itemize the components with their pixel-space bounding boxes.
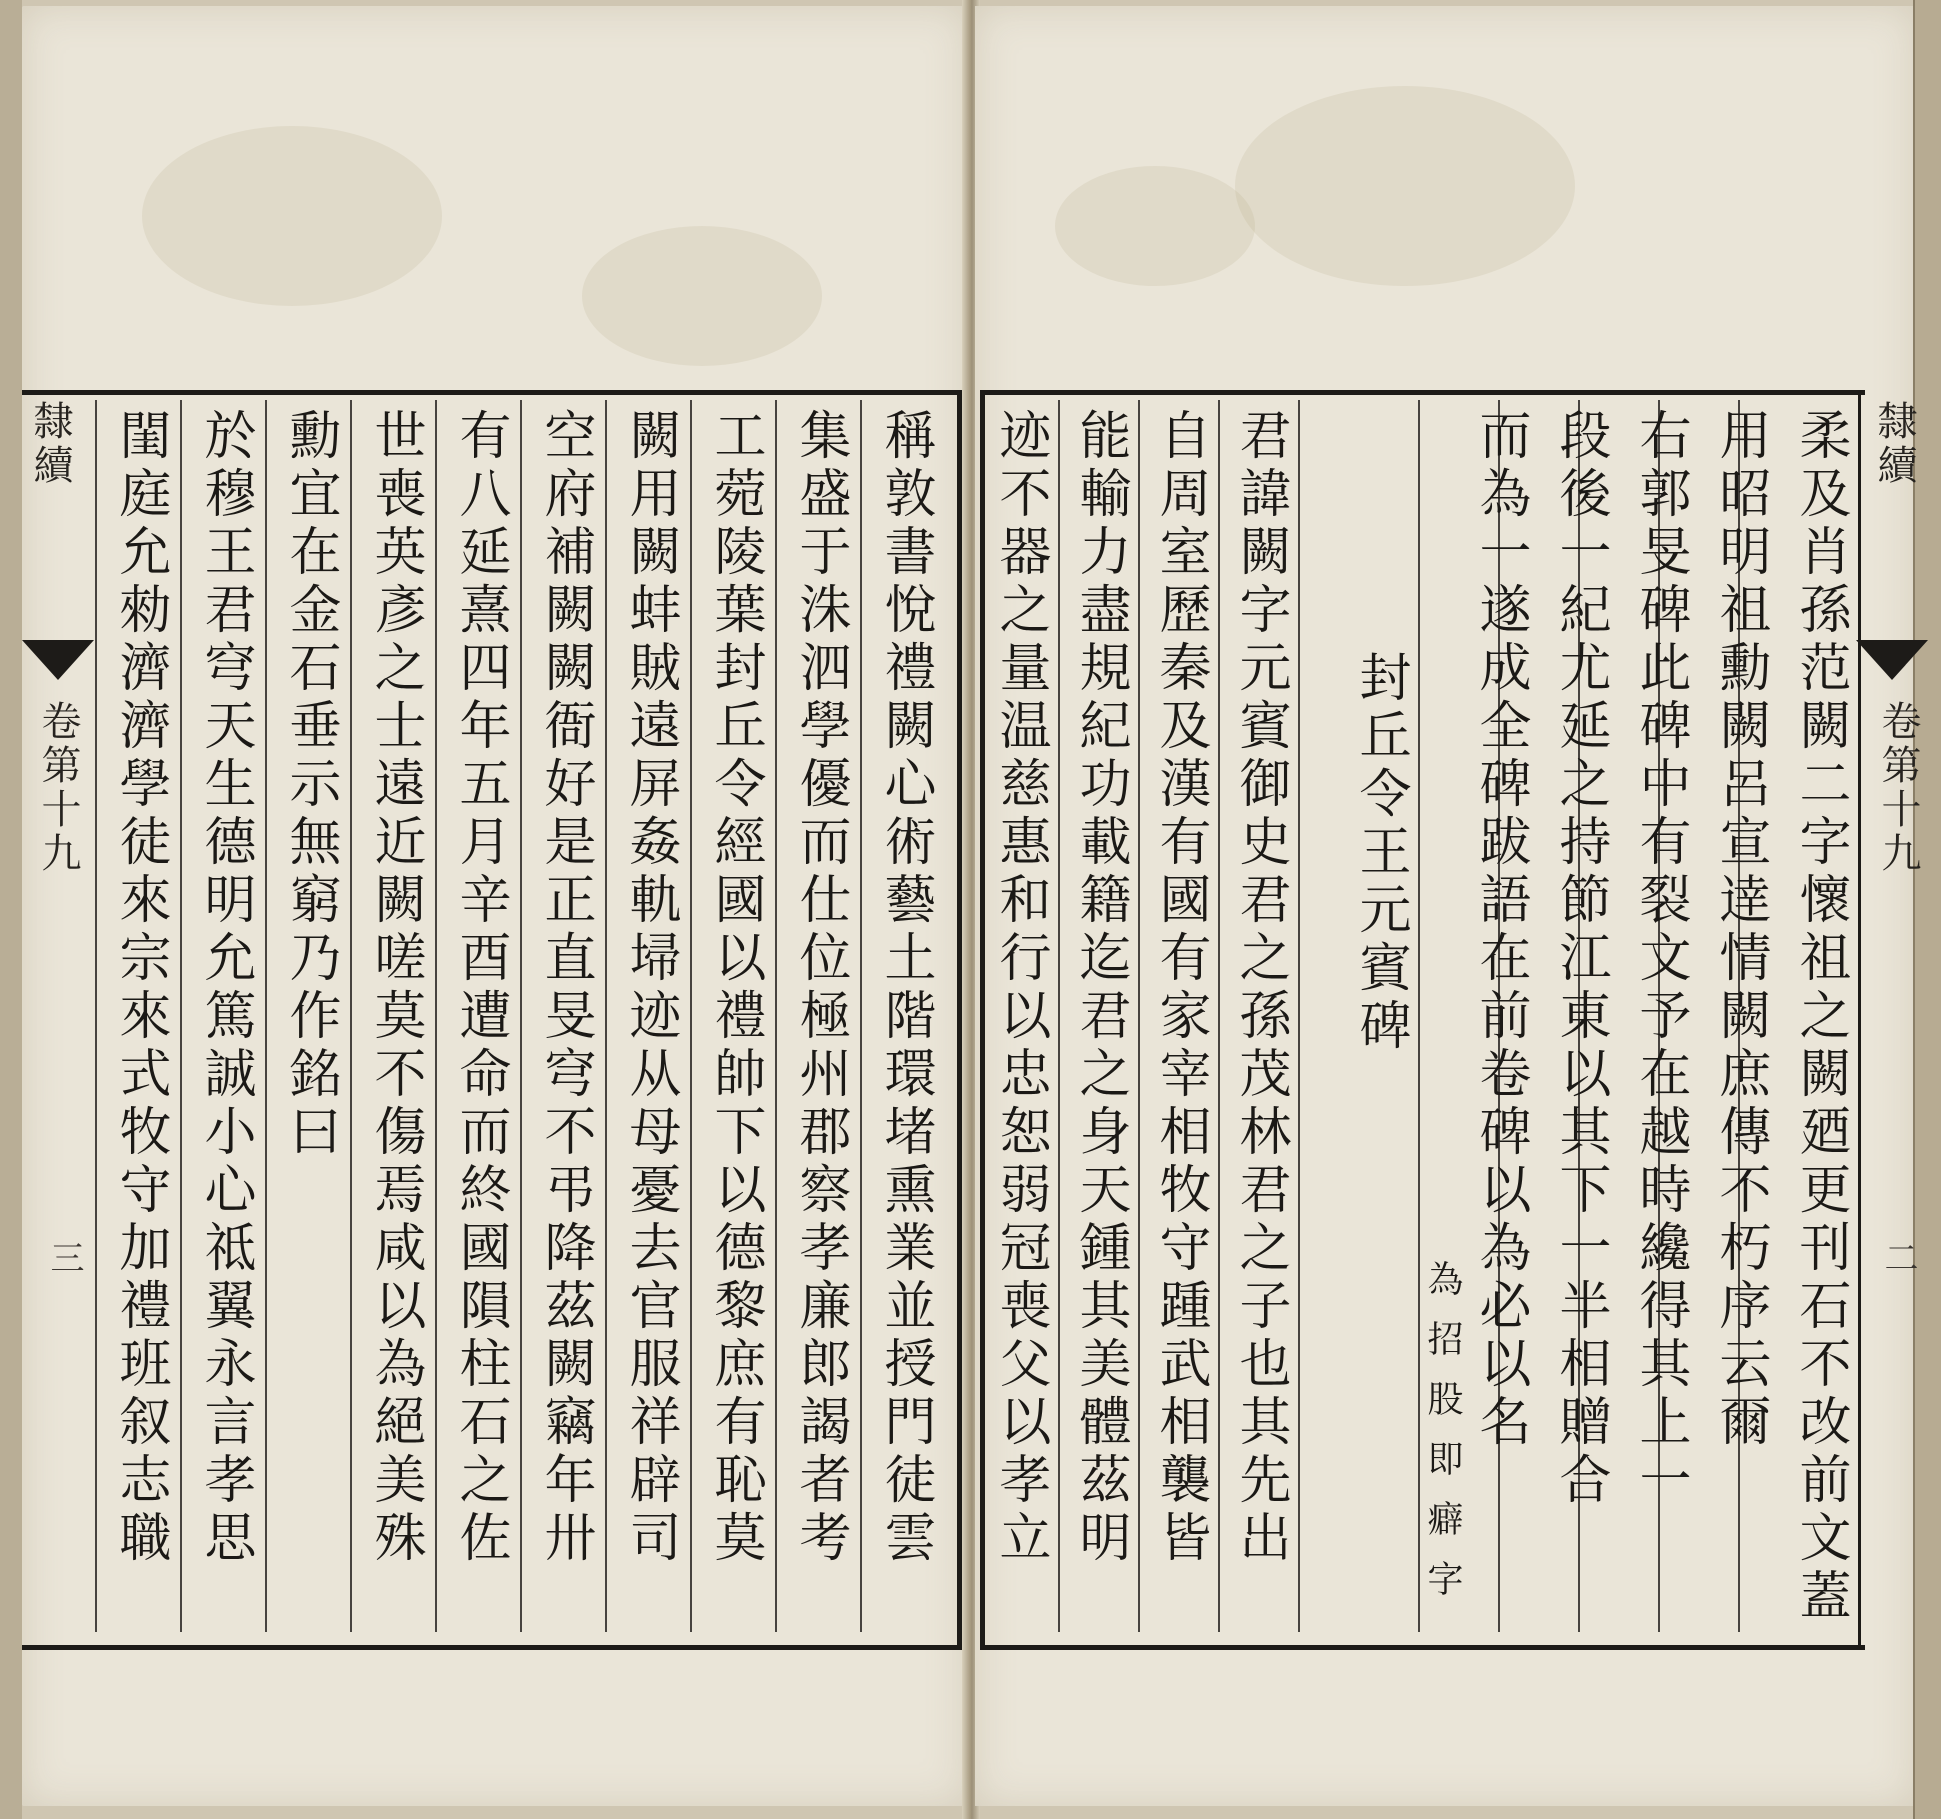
column-rule (1058, 400, 1060, 1632)
column-text: 空府補闕闕衙好是正直旻穹不弔降茲闕竊年卅 (535, 408, 595, 1568)
fishtail-mark (22, 640, 94, 680)
column-text: 稱敦書悅禮闕心術藝土階環堵熏業並授門徒雲 (875, 408, 935, 1568)
right-frame-edge (1858, 395, 1861, 1645)
column-text: 君諱闕字元賓御史君之孫茂林君之子也其先出 (1230, 408, 1290, 1568)
column-text: 用昭明祖勳闕呂宣逹情闕庶傳不朽序云爾 (1710, 408, 1770, 1452)
text-column (612, 400, 688, 1640)
column-text: 柔及肖孫范闕二字懷祖之闕廼更刊石不改前文蓋 (1790, 408, 1850, 1626)
column-rule (605, 400, 607, 1632)
note-column (1422, 400, 1462, 1640)
left-margin-title: 隸續 (27, 400, 73, 488)
text-column (272, 400, 348, 1640)
column-text: 能輸力盡規紀功載籍迄君之身天鍾其美體茲明 (1070, 408, 1130, 1568)
stele-title: 封丘令王元賓碑 (1350, 650, 1410, 1056)
column-rule (1298, 400, 1300, 1632)
column-rule (520, 400, 522, 1632)
column-rule (775, 400, 777, 1632)
text-column (1142, 400, 1218, 1640)
column-text: 迹不器之量温慈惠和行以忠恕弱冠喪父以孝立 (990, 408, 1050, 1568)
column-rule (180, 400, 182, 1632)
column-text: 工菀陵葉封丘令經國以禮帥下以德黎庶有恥莫 (705, 408, 765, 1568)
text-column (1622, 400, 1698, 1640)
text-column (1782, 400, 1858, 1640)
column-note-text: 為招股即癖字 (1422, 1260, 1463, 1620)
column-rule (350, 400, 352, 1632)
left-margin-volume: 卷第十九 (35, 700, 81, 876)
right-page-number: 二 (1878, 1240, 1918, 1274)
text-column (102, 400, 178, 1640)
column-rule (1138, 400, 1140, 1632)
text-column (527, 400, 603, 1640)
column-text: 段後一紀尤延之持節江東以其下一半相贈合 (1550, 408, 1610, 1510)
text-column (1702, 400, 1778, 1640)
right-book-edge (1913, 0, 1941, 1819)
paper-stain (1235, 86, 1575, 286)
paper-stain (582, 226, 822, 366)
column-text: 闕用闕蚌賊遠屏姦軌埽迹从母憂去官服祥辟司 (620, 408, 680, 1568)
left-page-number: 三 (44, 1240, 84, 1274)
text-column (782, 400, 858, 1640)
fishtail-mark (1856, 640, 1928, 680)
column-rule (435, 400, 437, 1632)
column-rule (860, 400, 862, 1632)
text-column (442, 400, 518, 1640)
right-margin-title: 隸續 (1871, 400, 1917, 488)
column-text: 世喪英彥之士遠近闕嗟莫不傷焉咸以為絕美殊 (365, 408, 425, 1568)
column-text: 集盛于洙泗學優而仕位極州郡察孝廉郎謁者考 (790, 408, 850, 1568)
column-rule (1218, 400, 1220, 1632)
column-rule (95, 400, 97, 1632)
column-text: 有八延熹四年五月辛酉遭命而終國隕柱石之佐 (450, 408, 510, 1568)
column-text: 右郭旻碑此碑中有裂文予在越時纔得其上一 (1630, 408, 1690, 1510)
column-text: 而為一遂成全碑跋語在前卷碑以為必以名 (1470, 408, 1530, 1452)
column-rule (265, 400, 267, 1632)
text-column (697, 400, 773, 1640)
column-text: 於穆王君穹天生德明允篤誠小心祗翼永言孝思 (195, 408, 255, 1568)
paper-stain (1055, 166, 1255, 286)
text-column (867, 400, 943, 1640)
text-column (1222, 400, 1298, 1640)
text-column (982, 400, 1058, 1640)
text-column (357, 400, 433, 1640)
title-column (1342, 400, 1418, 1640)
right-margin-volume: 卷第十九 (1875, 700, 1921, 876)
paper-stain (142, 126, 442, 306)
column-rule (690, 400, 692, 1632)
text-column (1062, 400, 1138, 1640)
column-text: 閨庭允勑濟濟學徒來宗來式牧守加禮班叙志職 (110, 408, 170, 1568)
text-column (1542, 400, 1618, 1640)
column-text: 自周室歷秦及漢有國有家宰相牧守踵武相襲皆 (1150, 408, 1210, 1568)
column-text: 勳宜在金石垂示無窮乃作銘曰 (280, 408, 340, 1162)
left-book-edge (0, 0, 22, 1819)
text-column (187, 400, 263, 1640)
